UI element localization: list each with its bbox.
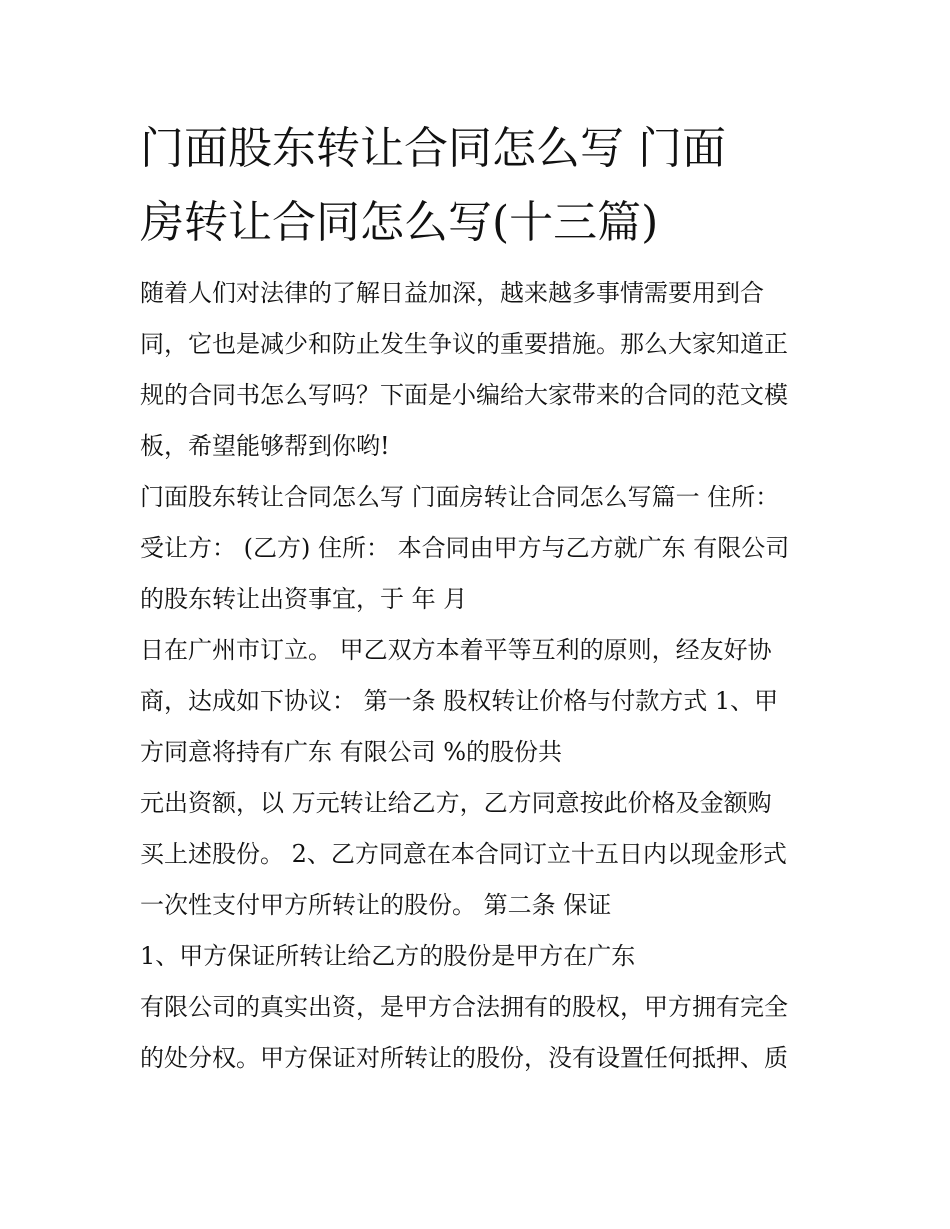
- body-line-1: 门面股东转让合同怎么写 门面房转让合同怎么写篇一 住所：: [140, 483, 780, 511]
- body-line-7: 元出资额，以 万元转让给乙方，乙方同意按此价格及金额购: [140, 789, 772, 817]
- title-line-1: 门面股东转让合同怎么写 门面: [140, 123, 726, 174]
- body-line-4: 日在广州市订立。 甲乙双方本着平等互利的原则，经友好协: [140, 636, 772, 664]
- intro-line-4: 板，希望能够帮到你哟!: [140, 432, 390, 460]
- body-line-2: 受让方： (乙方) 住所： 本合同由甲方与乙方就广东 有限公司: [140, 534, 790, 562]
- intro-line-1: 随着人们对法律的了解日益加深，越来越多事情需要用到合: [140, 279, 764, 307]
- body-line-11: 有限公司的真实出资，是甲方合法拥有的股权，甲方拥有完全: [140, 993, 788, 1021]
- intro-line-2: 同，它也是减少和防止发生争议的重要措施。那么大家知道正: [140, 330, 788, 358]
- body-line-8: 买上述股份。 2、乙方同意在本合同订立十五日内以现金形式: [140, 840, 787, 868]
- body-line-10: 1、甲方保证所转让给乙方的股份是甲方在广东: [140, 942, 636, 970]
- body-line-3: 的股东转让出资事宜，于 年 月: [140, 585, 468, 613]
- document-content: [140, 112, 830, 1084]
- body-line-6: 方同意将持有广东 有限公司 %的股份共: [140, 738, 563, 766]
- body-line-5: 商，达成如下协议： 第一条 股权转让价格与付款方式 1、甲: [140, 687, 779, 715]
- title-line-2: 房转让合同怎么写(十三篇): [140, 197, 659, 248]
- intro-line-3: 规的合同书怎么写吗？下面是小编给大家带来的合同的范文模: [140, 381, 788, 409]
- contract-body: [140, 472, 830, 1084]
- document-title: [140, 112, 830, 260]
- body-line-9: 一次性支付甲方所转让的股份。 第二条 保证: [140, 891, 612, 919]
- body-line-12: 的处分权。甲方保证对所转让的股份，没有设置任何抵押、质: [140, 1044, 788, 1072]
- intro-paragraph: [140, 268, 830, 472]
